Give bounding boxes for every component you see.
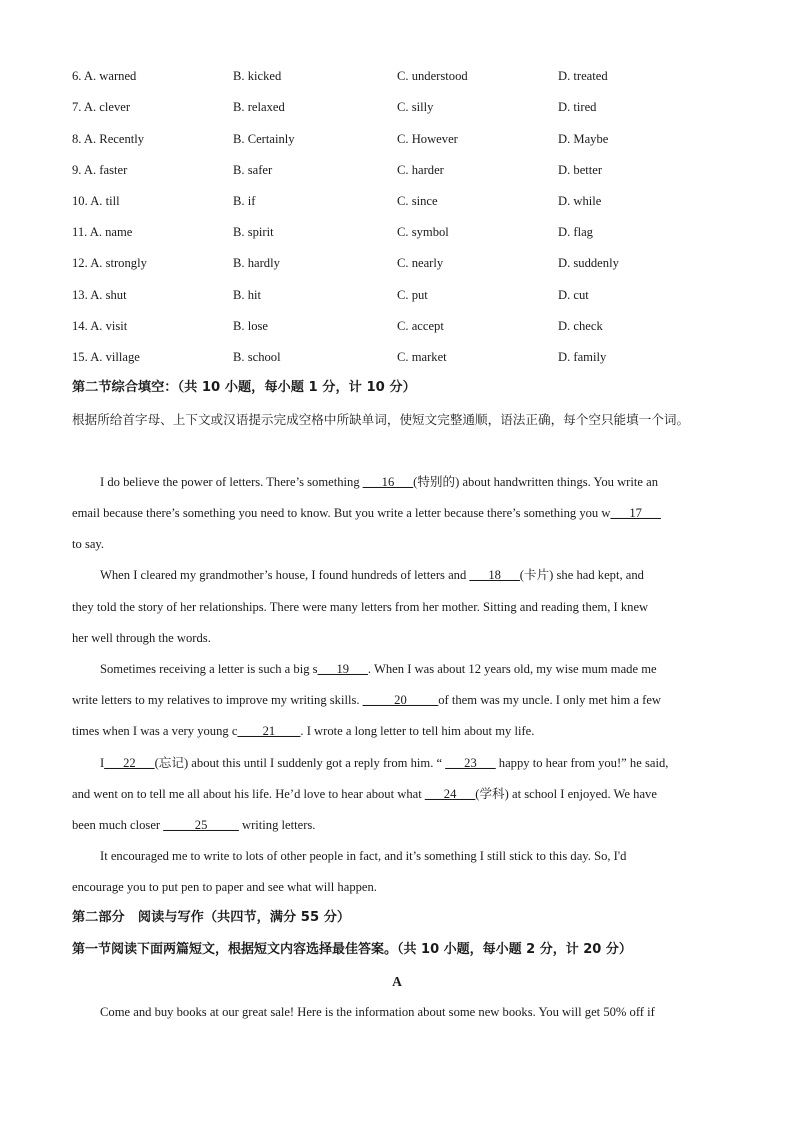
option-b: B. safer: [233, 163, 273, 177]
option-b: B. hit: [233, 288, 261, 302]
blank-21: ____21____: [237, 724, 301, 738]
option-row-11: [72, 222, 732, 242]
option-c: C. silly: [397, 100, 434, 114]
option-d: D. family: [558, 350, 607, 364]
option-row-6: [72, 66, 732, 86]
option-d: D. cut: [558, 288, 589, 302]
option-d: D. treated: [558, 69, 608, 83]
option-row-12: [72, 253, 732, 273]
option-d: D. better: [558, 163, 603, 177]
option-a: 14. A. visit: [72, 319, 128, 333]
option-a: 12. A. strongly: [72, 256, 147, 270]
option-b: B. kicked: [233, 69, 282, 83]
blank-16: ___16___: [362, 475, 414, 489]
blank-17: ___17___: [610, 506, 661, 520]
passage-line: When I cleared my grandmother’s house, I found hundreds of letters and ___18___(卡片) she had kept, and: [100, 568, 644, 582]
option-a: 8. A. Recently: [72, 132, 145, 146]
blank-20: _____20_____: [362, 693, 439, 707]
option-b: B. relaxed: [233, 100, 285, 114]
option-row-15: [72, 347, 732, 367]
section-instruction: 根据所给首字母、上下文或汉语提示完成空格中所缺单词，使短文完整通顺，语法正确，每个空只能填一个词。: [72, 412, 690, 427]
option-b: B. lose: [233, 319, 268, 333]
option-row-10: [72, 191, 732, 211]
option-a: 6. A. warned: [72, 69, 137, 83]
option-c: C. nearly: [397, 256, 444, 270]
passage-line: I___22___(忘记) about this until I suddenly got a reply from him. “ ___23___ happy to hear from you!” he said,: [100, 756, 669, 770]
passage-line: her well through the words.: [72, 631, 211, 645]
option-b: B. hardly: [233, 256, 280, 270]
passage-line: write letters to my relatives to improve my writing skills. _____20_____of them was my uncle. I only met him a few: [72, 693, 662, 707]
option-a: 7. A. clever: [72, 100, 131, 114]
option-a: 15. A. village: [72, 350, 140, 364]
option-row-9: [72, 160, 732, 180]
option-c: C. understood: [397, 69, 468, 83]
option-d: D. tired: [558, 100, 597, 114]
passage-line: they told the story of her relationships. There were many letters from her mother. Sitting and reading them, I knew: [72, 600, 649, 614]
option-d: D. flag: [558, 225, 593, 239]
option-row-14: [72, 316, 732, 336]
passage-line: I do believe the power of letters. There’s something ___16___(特别的) about handwritten things. You write an: [100, 475, 658, 489]
option-c: C. symbol: [397, 225, 449, 239]
option-a: 13. A. shut: [72, 288, 127, 302]
option-row-7: [72, 97, 732, 117]
option-d: D. Maybe: [558, 132, 609, 146]
option-b: B. spirit: [233, 225, 274, 239]
passage-line: encourage you to put pen to paper and see what will happen.: [72, 880, 377, 894]
option-c: C. market: [397, 350, 447, 364]
passage-line: It encouraged me to write to lots of other people in fact, and it’s something I still stick to this day. So, I'd: [100, 849, 627, 863]
section-heading: 第二节综合填空：（共 10 小题，每小题 1 分，计 10 分）: [72, 380, 416, 395]
option-c: C. harder: [397, 163, 444, 177]
option-a: 9. A. faster: [72, 163, 128, 177]
passage-line: Sometimes receiving a letter is such a big s___19___. When I was about 12 years old, my wise mum made me: [100, 662, 657, 676]
option-d: D. suddenly: [558, 256, 619, 270]
option-row-13: [72, 285, 732, 305]
passage-line: times when I was a very young c____21____. I wrote a long letter to tell him about my life.: [72, 724, 535, 738]
option-c: C. since: [397, 194, 438, 208]
blank-22: ___22___: [104, 756, 155, 770]
blank-18: ___18___: [469, 568, 520, 582]
blank-24: ___24___: [424, 787, 476, 801]
blank-19: ___19___: [317, 662, 368, 676]
option-a: 10. A. till: [72, 194, 120, 208]
section-heading: 第一节阅读下面两篇短文，根据短文内容选择最佳答案。（共 10 小题，每小题 2 分，计 20 分）: [72, 942, 632, 957]
option-c: C. accept: [397, 319, 444, 333]
passage-line: been much closer _____25_____ writing letters.: [72, 818, 316, 832]
option-d: D. while: [558, 194, 602, 208]
option-b: B. if: [233, 194, 256, 208]
passage-line: email because there’s something you need to know. But you write a letter because there’s something you w___17___: [72, 506, 661, 520]
passage-line: to say.: [72, 537, 105, 551]
option-b: B. school: [233, 350, 281, 364]
option-b: B. Certainly: [233, 132, 295, 146]
part-heading: 第二部分 阅读与写作（共四节，满分 55 分）: [72, 910, 351, 925]
option-c: C. However: [397, 132, 458, 146]
blank-25: _____25_____: [163, 818, 239, 832]
passage-label: A: [392, 974, 402, 989]
option-a: 11. A. name: [72, 225, 133, 239]
passage-line: Come and buy books at our great sale! Here is the information about some new books. You will get 50% off if: [100, 1005, 655, 1019]
option-row-8: [72, 129, 732, 149]
option-d: D. check: [558, 319, 603, 333]
blank-23: ___23___: [445, 756, 496, 770]
passage-line: and went on to tell me all about his life. He’d love to hear about what ___24___(学科) at school I enjoyed. We have: [72, 787, 657, 801]
option-c: C. put: [397, 288, 428, 302]
